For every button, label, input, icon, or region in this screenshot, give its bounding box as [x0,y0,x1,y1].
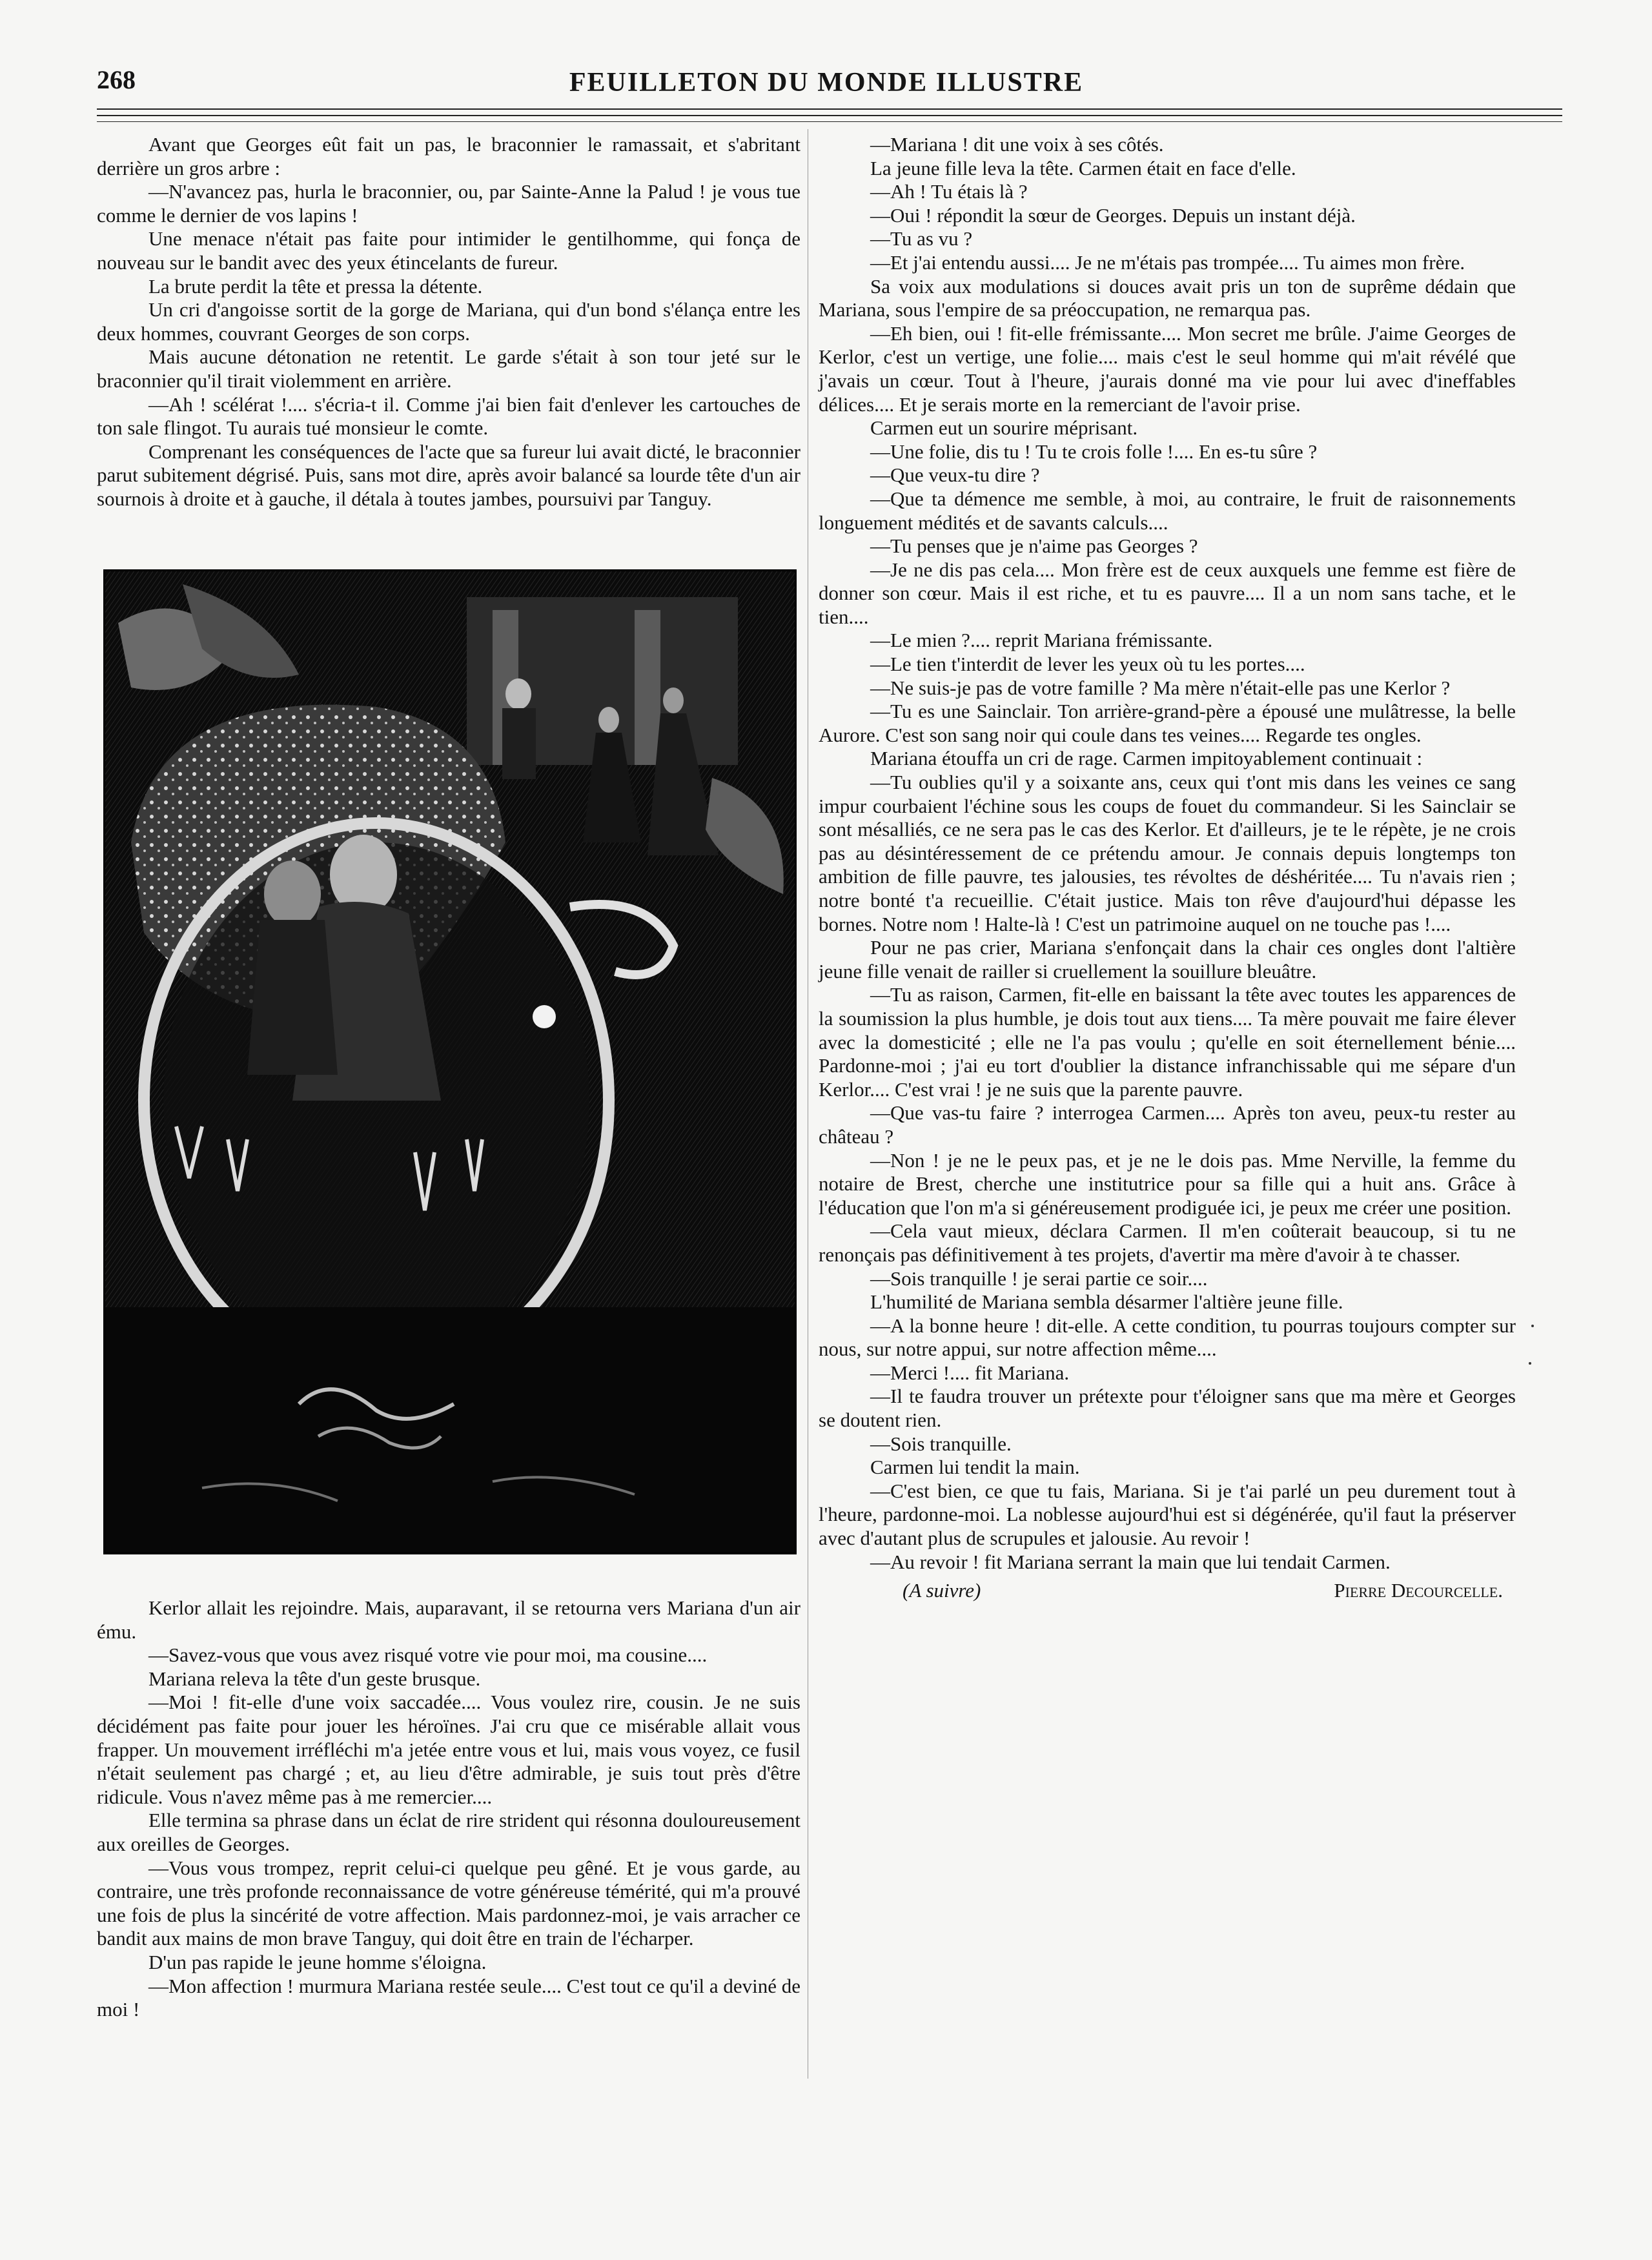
left-column-bottom [97,1596,801,2022]
paragraph: —Tu es une Sainclair. Ton arrière-grand-père a épousé une mulâtresse, la belle Aurore. C'est son sang noir qui coule dans tes veines.... Regarde tes ongles. [819,700,1516,746]
paragraph: Kerlor allait les rejoindre. Mais, auparavant, il se retourna vers Mariana d'un air ému. [97,1596,801,1643]
paragraph: —Une folie, dis tu ! Tu te crois folle !.... En es-tu sûre ? [870,440,1318,463]
paragraph: La brute perdit la tête et pressa la détente. [148,274,483,298]
paragraph: Pour ne pas crier, Mariana s'enfonçait dans la chair ces ongles dont l'altière jeune fille venait de railler si cruellement la souillure bleuâtre. [819,936,1516,982]
left-column-top [97,133,801,511]
paragraph: —Mariana ! dit une voix à ses côtés. [870,133,1164,156]
paragraph: —Il te faudra trouver un prétexte pour t'éloigner sans que ma mère et Georges se doutent rien. [819,1385,1516,1432]
paragraph: —C'est bien, ce que tu fais, Mariana. Si je t'ai parlé un peu durement tout à l'heure, pardonne-moi. La noblesse aujourd'hui est si dégénérée, qu'il faut la préserver avec d'autant plus de scrupules et jalousie. Au revoir ! [819,1479,1516,1550]
paragraph: —Tu oublies qu'il y a soixante ans, ceux qui t'ont mis dans les veines ce sang impur courbaient l'échine sous les coups de fouet du commandeur. Si les Sainclair se sont mésalliés, ce ne sera pas le cas des Kerlor. Et d'ailleurs, je te le répète, je ne crois pas au désintéressement de ce prétendu amour. Je connais depuis longtemps ton ambition de fille pauvre, tes jalousies, tes révoltes de déshéritée.... Tu n'avais rien ; notre bonté t'a recueillie. C'était justice. Mais ton rêve d'aujourd'hui dépasse les bornes. Notre nom ! Halte-là ! C'est un patrimoine auquel on ne touche pas !.... [819,771,1516,935]
paragraph: —Que vas-tu faire ? interrogea Carmen.... Après ton aveu, peux-tu rester au château ? [819,1101,1516,1148]
paragraph: —Ah ! scélérat !.... s'écria-t il. Comme j'ai bien fait d'enlever les cartouches de ton sale flingot. Tu aurais tué monsieur le comte. [97,392,801,440]
paragraph: Elle termina sa phrase dans un éclat de rire strident qui résonna douloureusement aux oreilles de Georges. [97,1809,801,1855]
paragraph: —Tu as raison, Carmen, fit-elle en baissant la tête avec toutes les apparences de la soumission la plus humble, je dois tout aux tiens.... Ta mère pouvait me faire élever avec la domesticité ; elle ne l'a pas voulu ; qu'elle en soit éternellement bénie.... Pardonne-moi ; j'ai eu tort d'oublier la distance infranchissable qui me sépare d'un Kerlor.... C'est vrai ! je ne suis que la parente pauvre. [819,983,1516,1101]
paragraph: Une menace n'était pas faite pour intimider le gentilhomme, qui fonça de nouveau sur le bandit avec des yeux étincelants de fureur. [97,227,801,274]
paragraph: —Tu as vu ? [870,227,973,250]
engraving-illustration [103,569,797,1554]
paragraph: —Vous vous trompez, reprit celui-ci quelque peu gêné. Et je vous garde, au contraire, une très profonde reconnaissance de votre généreuse témérité, qui m'a prouvé une fois de plus la sincérité de votre affection. Mais pardonnez-moi, je vais arracher ce bandit aux mains de mon brave Tanguy, qui doit être en train de l'écharper. [97,1856,801,1950]
to-be-continued: (A suivre) [902,1579,981,1602]
page-number: 268 [97,65,136,94]
masthead-title: FEUILLETON DU MONDE ILLUSTRE [569,68,1084,97]
paragraph: —N'avancez pas, hurla le braconnier, ou, par Sainte-Anne la Palud ! je vous tue comme le dernier de vos lapins ! [97,180,801,227]
paragraph: —Eh bien, oui ! fit-elle frémissante.... Mon secret me brûle. J'aime Georges de Kerlor, c'est un vertige, une folie.... mais c'est le seul homme qui m'ait révélé que j'avais un cœur. Tout à l'heure, j'aurais donné ma vie pour lui avec d'ineffables délices.... Et je serais morte en la remerciant de l'avoir prise. [819,321,1516,416]
paragraph: —Sois tranquille ! je serai partie ce soir.... [870,1267,1208,1290]
paragraph: —Cela vaut mieux, déclara Carmen. Il m'en coûterait beaucoup, si tu ne renonçais pas définitivement à tes projets, d'avertir ma mère d'avoir à te chasser. [819,1219,1516,1266]
paragraph: —Le tien t'interdit de lever les yeux où tu les portes.... [870,653,1305,676]
paragraph: Sa voix aux modulations si douces avait pris un ton de suprême dédain que Mariana, sous l'empire de sa préoccupation, ne remarqua pas. [819,274,1516,321]
paragraph: —Ne suis-je pas de votre famille ? Ma mère n'était-elle pas une Kerlor ? [870,676,1451,699]
paragraph: —Le mien ?.... reprit Mariana frémissante. [870,629,1213,652]
author-signature: Pierre Decourcelle. [1334,1579,1503,1602]
paragraph: Carmen lui tendit la main. [870,1456,1080,1479]
header-rule [97,108,1562,110]
paragraph: Mariana releva la tête d'un geste brusque. [148,1667,481,1690]
paragraph: —Merci !.... fit Mariana. [870,1361,1070,1384]
paragraph: Avant que Georges eût fait un pas, le braconnier le ramassait, et s'abritant derrière un gros arbre : [97,133,801,179]
paragraph: Mais aucune détonation ne retentit. Le garde s'était à son tour jeté sur le braconnier qu'il tirait violemment en arrière. [97,345,801,392]
paragraph: Comprenant les conséquences de l'acte que sa fureur lui avait dicté, le braconnier parut subitement dégrisé. Puis, sans mot dire, après avoir balancé sa lourde tête d'un air sournois à droite et à gauche, il détala à toutes jambes, poursuivi par Tanguy. [97,440,801,510]
paragraph: —Moi ! fit-elle d'une voix saccadée.... Vous voulez rire, cousin. Je ne suis décidément pas faite pour jouer les héroïnes. J'ai cru que ce misérable allait vous frapper. Un mouvement irréfléchi m'a jetée entre vous et lui, mais vous voyez, ce fusil n'était seulement pas chargé ; et, au lieu d'être admirable, je suis tout près d'être ridicule. Vous n'avez même pas à me remercier.... [97,1691,801,1808]
paragraph: Un cri d'angoisse sortit de la gorge de Mariana, qui d'un bond s'élança entre les deux hommes, couvrant Georges de son corps. [97,298,801,345]
paragraph: —Savez-vous que vous avez risqué votre vie pour moi, ma cousine.... [148,1644,708,1667]
paragraph: —Que veux-tu dire ? [870,463,1040,487]
header-rule [97,115,1562,116]
paragraph: Carmen eut un sourire méprisant. [870,416,1138,440]
paragraph: —Tu penses que je n'aime pas Georges ? [870,534,1198,558]
engraving-scene [105,571,795,1552]
paragraph: —Mon affection ! murmura Mariana restée seule.... C'est tout ce qu'il a deviné de moi ! [97,1974,801,2021]
paragraph: —Que ta démence me semble, à moi, au contraire, le fruit de raisonnements longuement médités et de savants calculs.... [819,487,1516,534]
header-rule [97,121,1562,122]
paragraph: D'un pas rapide le jeune homme s'éloigna. [148,1950,487,1973]
paragraph: —Non ! je ne le peux pas, et je ne le dois pas. Mme Nerville, la femme du notaire de Brest, cherche une institutrice pour sa fille qui a huit ans. Grâce à l'éducation que l'on m'a si généreusement prodiguée ici, je peux me créer une position. [819,1148,1516,1219]
paragraph: —Et j'ai entendu aussi.... Je ne m'étais pas trompée.... Tu aimes mon frère. [870,250,1465,274]
print-speck [1531,1325,1534,1327]
signature-line [819,1579,1516,1603]
paragraph: —Ah ! Tu étais là ? [870,180,1028,203]
paragraph: —A la bonne heure ! dit-elle. A cette condition, tu pourras toujours compter sur nous, sur notre appui, sur notre affection même.... [819,1314,1516,1361]
paragraph: —Je ne dis pas cela.... Mon frère est de ceux auxquels une femme est fière de donner son cœur. Mais il est riche, et tu es pauvre.... Il a un nom sans tache, et le tien.... [819,558,1516,628]
right-column [819,133,1516,1603]
paragraph: —Sois tranquille. [870,1432,1012,1455]
paragraph: —Au revoir ! fit Mariana serrant la main que lui tendait Carmen. [870,1550,1391,1573]
paragraph: Mariana étouffa un cri de rage. Carmen impitoyablement continuait : [870,747,1423,770]
paragraph: La jeune fille leva la tête. Carmen était en face d'elle. [870,156,1296,179]
paragraph: —Oui ! répondit la sœur de Georges. Depuis un instant déjà. [870,203,1356,227]
print-speck [1529,1362,1531,1365]
paragraph: L'humilité de Mariana sembla désarmer l'altière jeune fille. [870,1290,1343,1314]
